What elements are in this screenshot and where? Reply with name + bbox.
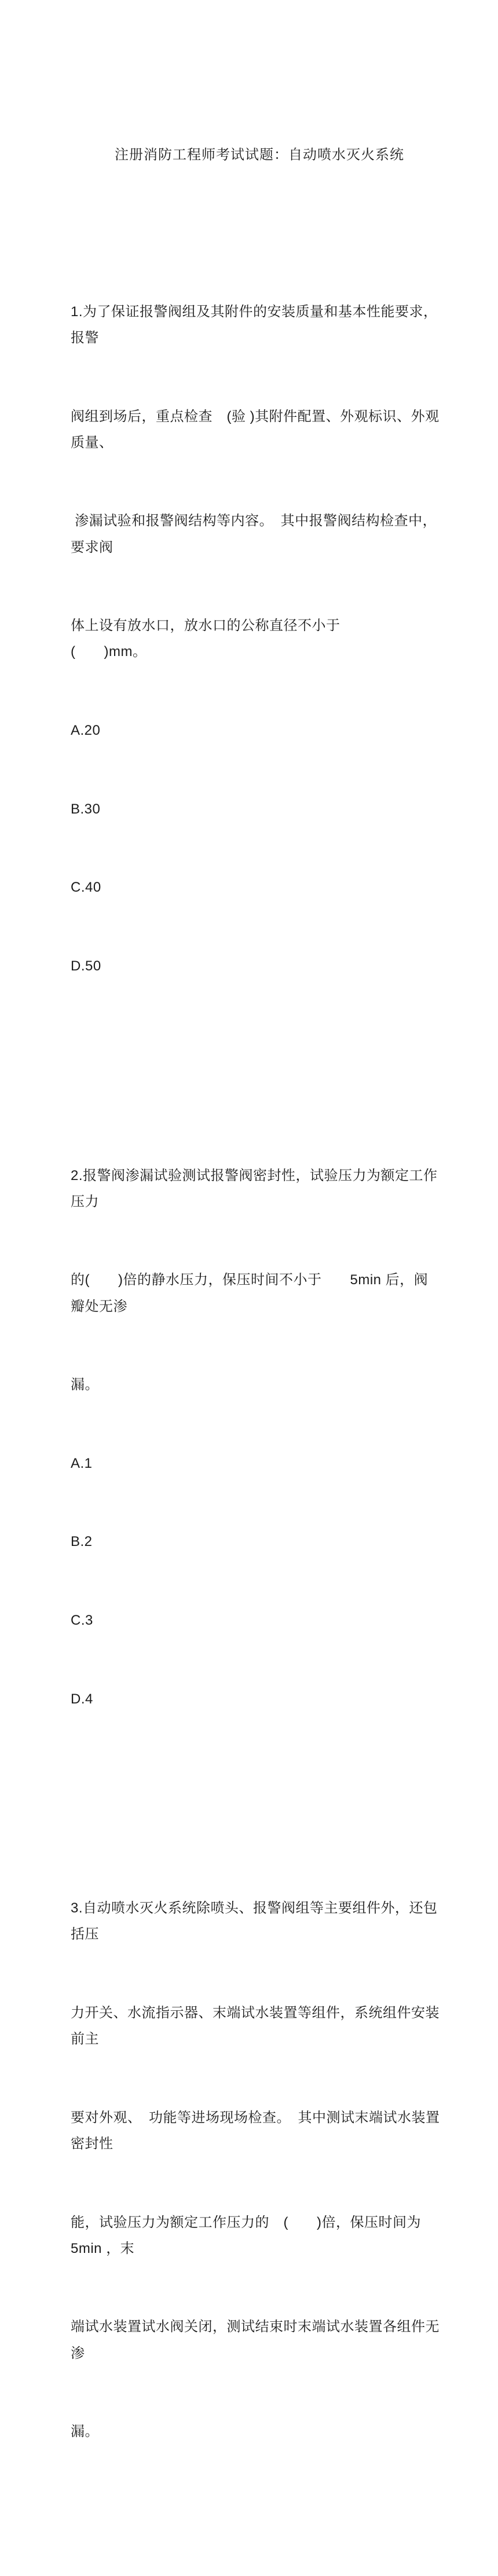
question-2-line: 2.报警阀渗漏试验测试报警阀密封性，试验压力为额定工作压力: [71, 1167, 438, 1210]
question-3-line: 能，试验压力为额定工作压力的 ( )倍，保压时间为 5min ，末: [71, 2214, 435, 2256]
question-2-option-d: D.4: [71, 1691, 93, 1707]
question-3-line: 端试水装置试水阀关闭，测试结束时末端试水装置各组件无渗: [71, 2319, 440, 2361]
question-1: [71, 246, 444, 1031]
question-2: [71, 1110, 440, 1764]
document-title: 注册消防工程师考试试题：自动喷水灭火系统: [115, 146, 404, 163]
question-3-line: 要对外观、 功能等进场现场检查。 其中测试末端试水装置密封性: [71, 2109, 440, 2152]
question-3-line: 3.自动喷水灭火系统除喷头、报警阀组等主要组件外，还包括压: [71, 1900, 438, 1943]
question-2-option-b: B.2: [71, 1534, 93, 1550]
question-1-option-d: D.50: [71, 958, 101, 974]
question-2-option-a: A.1: [71, 1455, 93, 1471]
question-1-line: 1.为了保证报警阀组及其附件的安装质量和基本性能要求，报警: [71, 303, 438, 346]
question-1-option-c: C.40: [71, 880, 101, 896]
question-2-option-c: C.3: [71, 1612, 93, 1628]
question-1-line: 体上设有放水口，放水口的公称直径不小于 ( )mm。: [71, 618, 369, 660]
question-3-line: 力开关、水流指示器、末端试水装置等组件，系统组件安装前主: [71, 2005, 440, 2047]
question-2-line: 的( )倍的静水压力，保压时间不小于 5min 后，阀瓣处无渗: [71, 1272, 429, 1314]
question-1-line: 阀组到场后，重点检查 (验 )其附件配置、外观标识、外观质量、: [71, 408, 440, 450]
question-3: [71, 1843, 440, 2497]
question-1-option-a: A.20: [71, 723, 101, 739]
question-1-line: 渗漏试验和报警阀结构等内容。 其中报警阀结构检查中， 要求阀: [71, 513, 444, 555]
question-2-line: 漏。: [71, 1377, 99, 1393]
question-1-option-b: B.30: [71, 801, 101, 817]
question-3-line: 漏。: [71, 2424, 99, 2440]
